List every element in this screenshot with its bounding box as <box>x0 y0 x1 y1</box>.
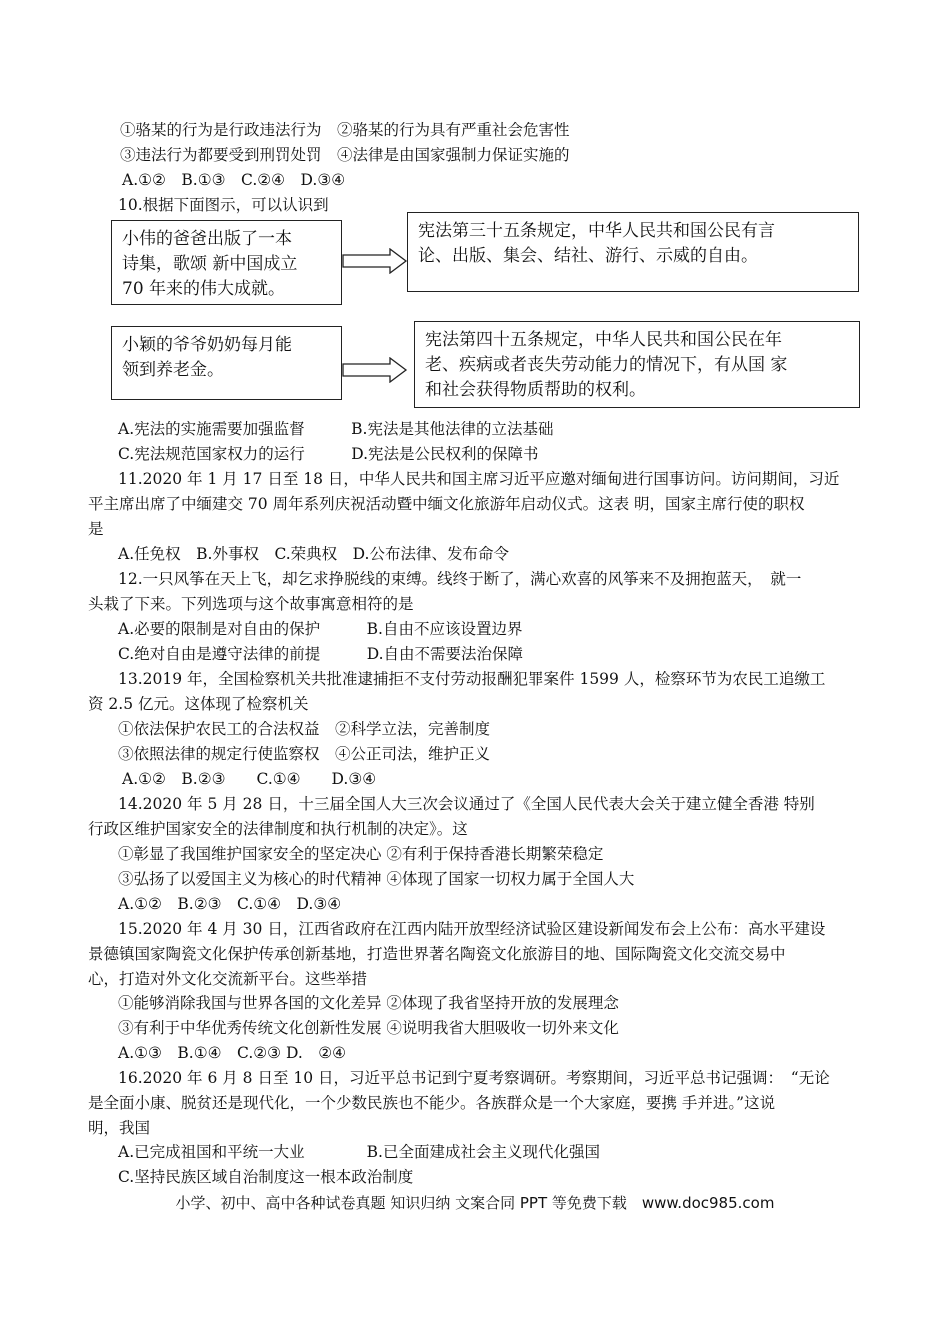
q15-option-line-2: ③有利于中华优秀传统文化创新性发展 ④说明我省大胆吸收一切外来文化 <box>118 1019 619 1037</box>
q14-stem-line-1: 14.2020 年 5 月 28 日，十三届全国人大三次会议通过了《全国人民代表大会关于建立健全香港 特别 <box>118 795 815 813</box>
box-text-line: 小伟的爸爸出版了一本 <box>122 229 292 249</box>
box-text-line: 宪法第三十五条规定，中华人民共和国公民有言 <box>418 221 775 241</box>
q11-stem-line-1: 11.2020 年 1 月 17 日至 18 日，中华人民共和国主席习近平应邀对缅甸进行国事访问。访问期间，习近 <box>118 470 840 488</box>
arrow-right-icon <box>342 357 408 383</box>
q11-stem-line-3: 是 <box>88 520 104 538</box>
q15-stem-line-2: 景德镇国家陶瓷文化保护传承创新基地，打造世界著名陶瓷文化旅游目的地、国际陶瓷文化交流交易中 <box>88 945 786 963</box>
box-text-line: 论、出版、集会、结社、游行、示威的自由。 <box>418 246 758 266</box>
box-text-line: 小颖的爷爷奶奶每月能 <box>122 335 292 355</box>
box-text-line: 宪法第四十五条规定，中华人民共和国公民在年 <box>425 330 782 350</box>
q10-diagram-box-1-left <box>111 220 342 305</box>
q15-choices: A.①③ B.①④ C.②③ D. ②④ <box>118 1044 347 1062</box>
q15-stem-line-3: 心，打造对外文化交流新平台。这些举措 <box>88 970 368 988</box>
box-text-line: 老、疾病或者丧失劳动能力的情况下，有从国 家 <box>425 355 788 375</box>
q15-option-line-1: ①能够消除我国与世界各国的文化差异 ②体现了我省坚持开放的发展理念 <box>118 994 619 1012</box>
q10-choices-cd: C.宪法规范国家权力的运行 D.宪法是公民权利的保障书 <box>118 445 539 463</box>
arrow-right-icon <box>342 248 408 274</box>
q10-stem: 10.根据下面图示，可以认识到 <box>118 196 329 214</box>
box-text-line: 领到养老金。 <box>122 360 224 380</box>
q12-choices-ab: A.必要的限制是对自由的保护 B.自由不应该设置边界 <box>118 620 523 638</box>
q16-stem-line-3: 明，我国 <box>88 1119 151 1137</box>
q10-diagram-box-2-right <box>414 321 860 408</box>
q10-choices-ab: A.宪法的实施需要加强监督 B.宪法是其他法律的立法基础 <box>118 420 554 438</box>
q13-stem-line-2: 资 2.5 亿元。这体现了检察机关 <box>88 695 309 713</box>
q12-stem-line-2: 头栽了下来。下列选项与这个故事寓意相符的是 <box>88 595 414 613</box>
box-text-line: 70 年来的伟大成就。 <box>122 279 286 299</box>
q14-option-line-2: ③弘扬了以爱国主义为核心的时代精神 ④体现了国家一切权力属于全国人大 <box>118 870 635 888</box>
q13-option-line-2: ③依照法律的规定行使监察权 ④公正司法，维护正义 <box>118 745 491 763</box>
box-text-line: 和社会获得物质帮助的权利。 <box>425 380 646 400</box>
q14-stem-line-2: 行政区维护国家安全的法律制度和执行机制的决定》。这 <box>88 820 468 838</box>
q10-diagram-box-1-right <box>407 212 859 292</box>
q10-diagram-box-2-left <box>111 326 342 400</box>
q16-stem-line-1: 16.2020 年 6 月 8 日至 10 日，习近平总书记到宁夏考察调研。考察期间，习近平总书记强调： “无论 <box>118 1069 830 1087</box>
q11-choices: A.任免权 B.外事权 C.荣典权 D.公布法律、发布命令 <box>118 545 509 563</box>
q16-choice-c: C.坚持民族区域自治制度这一根本政治制度 <box>118 1168 414 1186</box>
q12-choices-cd: C.绝对自由是遵守法律的前提 D.自由不需要法治保障 <box>118 645 524 663</box>
q16-choices-ab: A.已完成祖国和平统一大业 B.已全面建成社会主义现代化强国 <box>118 1143 600 1161</box>
q9-option-line-1: ①骆某的行为是行政违法行为 ②骆某的行为具有严重社会危害性 <box>120 121 570 139</box>
box-text-line: 诗集，歌颂 新中国成立 <box>122 254 298 274</box>
q15-stem-line-1: 15.2020 年 4 月 30 日，江西省政府在江西内陆开放型经济试验区建设新闻发布会上公布：高水平建设 <box>118 920 826 938</box>
q13-stem-line-1: 13.2019 年，全国检察机关共批准逮捕拒不支付劳动报酬犯罪案件 1599 人，检察环节为农民工追缴工 <box>118 670 826 688</box>
q11-stem-line-2: 平主席出席了中缅建交 70 周年系列庆祝活动暨中缅文化旅游年启动仪式。这表 明，国家主席行使的职权 <box>88 495 805 513</box>
q14-option-line-1: ①彰显了我国维护国家安全的坚定决心 ②有利于保持香港长期繁荣稳定 <box>118 845 604 863</box>
q12-stem-line-1: 12.一只风筝在天上飞，却乞求挣脱线的束缚。线终于断了，满心欢喜的风筝来不及拥抱蓝天， 就一 <box>118 570 802 588</box>
q13-option-line-1: ①依法保护农民工的合法权益 ②科学立法，完善制度 <box>118 720 491 738</box>
q16-stem-line-2: 是全面小康、脱贫还是现代化，一个少数民族也不能少。各族群众是一个大家庭，要携 手并进。”这说 <box>88 1094 776 1112</box>
q14-choices: A.①② B.②③ C.①④ D.③④ <box>118 895 342 913</box>
page-footer: 小学、初中、高中各种试卷真题 知识归纳 文案合同 PPT 等免费下载 www.doc985.com <box>175 1194 775 1212</box>
q13-choices: A.①② B.②③ C.①④ D.③④ <box>122 770 377 788</box>
q9-option-line-2: ③违法行为都要受到刑罚处罚 ④法律是由国家强制力保证实施的 <box>120 146 570 164</box>
q9-choices: A.①② B.①③ C.②④ D.③④ <box>122 171 346 189</box>
